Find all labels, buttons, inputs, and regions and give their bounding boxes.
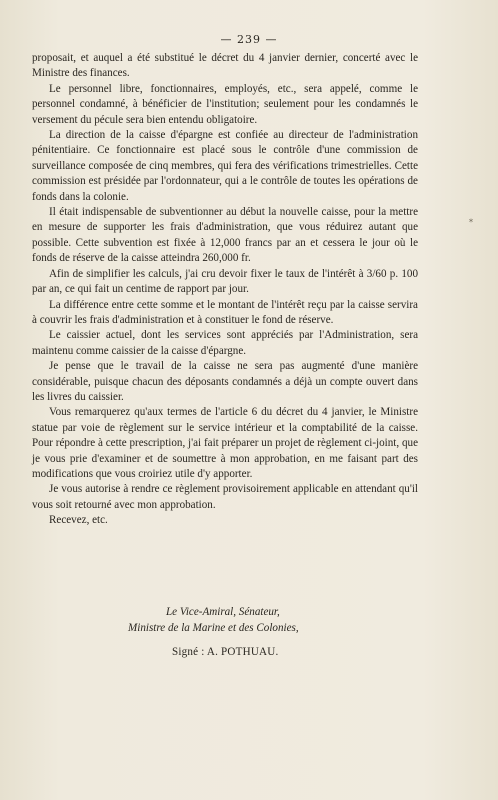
paragraph: proposait, et auquel a été substitué le décret du 4 janvier dernier, concerté avec le Ministre des finances. xyxy=(32,52,418,80)
paragraph: Le personnel libre, fonctionnaires, employés, etc., sera appelé, comme le personnel condamné, à bénéficier de l'institution; seulement pour les condamnés le versement du pécule sera bien entendu obligatoire. xyxy=(32,82,418,126)
signatory-name: Signé : A. POTHUAU. xyxy=(172,646,279,658)
paragraph: La différence entre cette somme et le montant de l'intérêt reçu par la caisse servira à couvrir les frais d'administration et à constituer le fond de réserve. xyxy=(32,298,418,326)
margin-mark: * xyxy=(469,218,473,227)
paragraph: La direction de la caisse d'épargne est confiée au directeur de l'administration pénitentiaire. Ce fonctionnaire est placé sous le contrôle d'une commission de surveillance composée de cinq membres, qui fera des vérifications trimestrielles. Cette commission est présidée par l'ordonnateur, qui a le contrôle de toutes les opérations de fonds dans la colonie. xyxy=(32,129,418,203)
paragraph: Je pense que le travail de la caisse ne sera pas augmenté d'une manière considérable, puisque chacun des déposants condamnés a déjà un compte ouvert dans les livres du caissier. xyxy=(32,360,418,403)
letter-body xyxy=(32,51,418,529)
paragraph: Il était indispensable de subventionner au début la nouvelle caisse, pour la mettre en mesure de supporter les frais d'administration, que vous réduirez autant que possible. Cette subvention est fixée à 12,000 francs par an et cessera le jour où le fonds de réserve de la caisse atteindra 260,000 fr. xyxy=(32,206,418,265)
paragraph: Afin de simplifier les calculs, j'ai cru devoir fixer le taux de l'intérêt à 3/60 p. 100 par an, ce qui fait un centime de rapport par jour. xyxy=(32,267,418,296)
signature-block xyxy=(32,604,418,660)
closing-formula: Recevez, etc. xyxy=(49,514,108,527)
paragraph: Le caissier actuel, dont les services sont appréciés par l'Administration, sera maintenu comme caissier de la caisse d'épargne. xyxy=(32,329,418,357)
paragraph: Je vous autorise à rendre ce règlement provisoirement applicable en attendant qu'il vous soit retourné avec mon approbation. xyxy=(32,483,418,511)
paragraph: Vous remarquerez qu'aux termes de l'article 6 du décret du 4 janvier, le Ministre statue par voie de règlement sur le service intérieur et la comptabilité de la caisse. Pour répondre à cette prescription, j'ai fait préparer un projet de règlement ci-joint, que je vous prie d'examiner et de soumettre à mon approbation, en me faisant part des modifications que vous croiriez utile d'y apporter. xyxy=(32,406,418,480)
page-number: — 239 — xyxy=(220,33,278,46)
signatory-ministry: Ministre de la Marine et des Colonies, xyxy=(128,622,299,634)
signatory-title: Le Vice-Amiral, Sénateur, xyxy=(166,606,280,618)
